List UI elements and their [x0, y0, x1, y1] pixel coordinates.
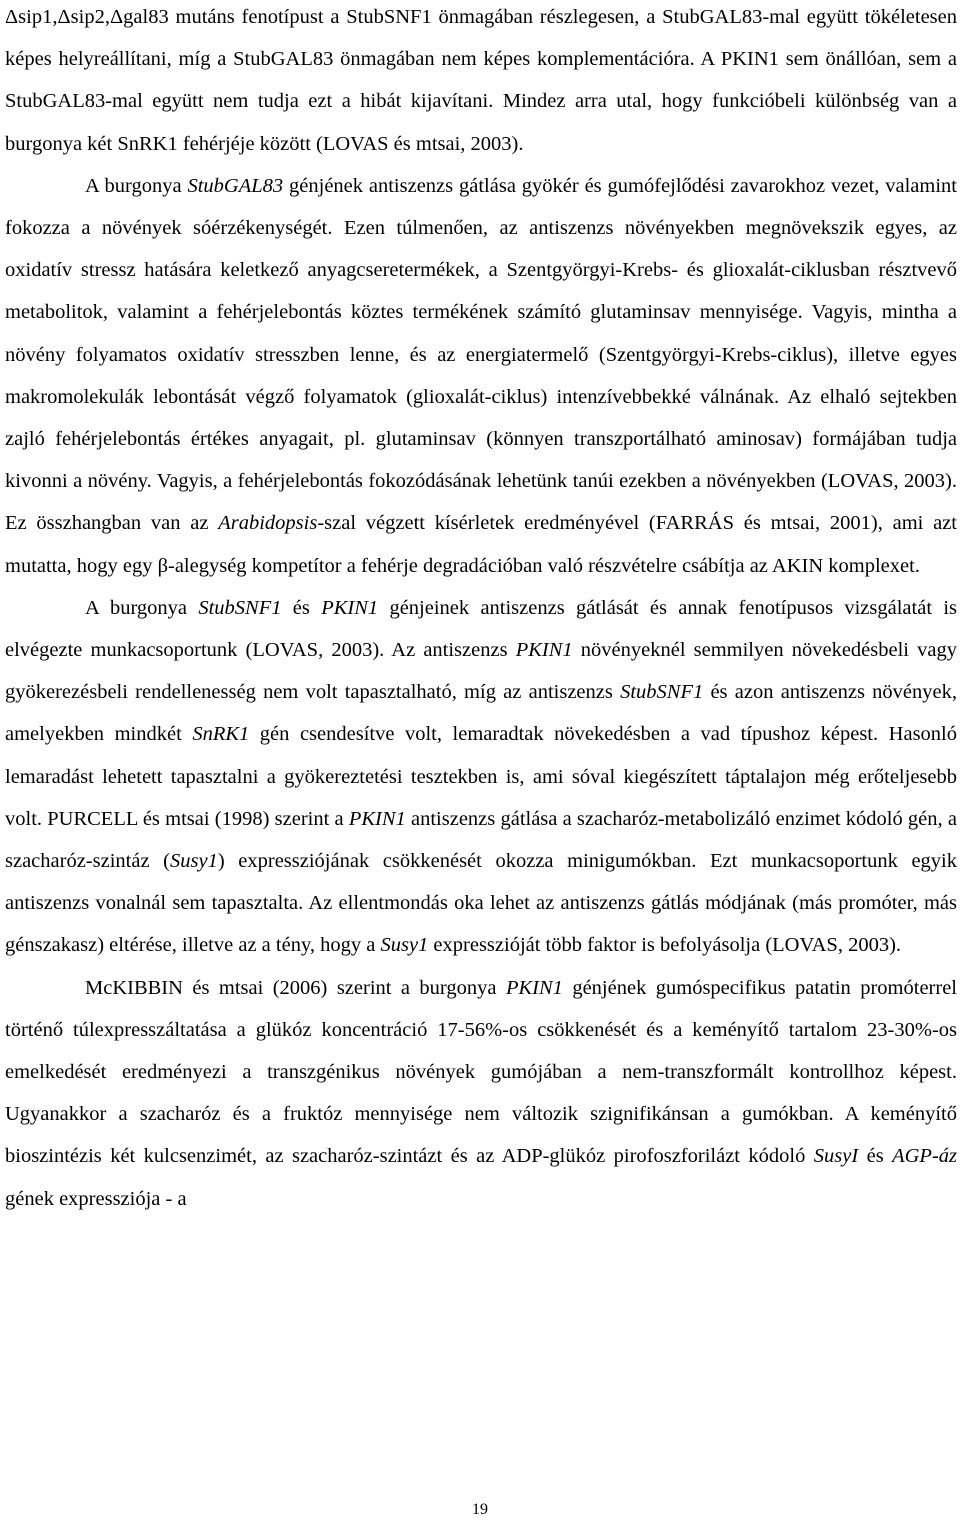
gene-name-snrk1: SnRK1: [192, 723, 250, 746]
gene-name-stubsnf1: StubSNF1: [198, 596, 282, 619]
paragraph-3-run: és azon antiszenzs növények, amelyekben mindkét: [5, 681, 957, 746]
gene-name-pkin1: PKIN1: [505, 976, 563, 999]
paragraph-3-run: gén csendesítve volt, lemaradtak növekedésben a vad típushoz képest. Hasonló lemaradást lehetett tapasztalni a gyökereztetési tesztekben is, ami sóval kiegészített táptalajon még erőteljesebb volt. PURCELL és mtsai (1998) szerint a: [5, 723, 957, 830]
paragraph-3-run: génjeinek antiszenzs gátlását és annak fenotípusos vizsgálatát is elvégezte munkacsoportunk (LOVAS, 2003). Az antiszenzs: [5, 596, 957, 662]
document-page: [5, 0, 957, 1220]
paragraph-4-run: génjének gumóspecifikus patatin promóterrel történő túlexpresszáltatása a glükóz koncentráció 17-56%-os csökkenését és a keményítő tartalom 23-30%-os emelkedését eredményezi a transzgénikus növények gumójában a nem-transzformált kontrollhoz képest. Ugyanakkor a szacharóz és a fruktóz mennyisége nem változik szignifikánsan a gumókban. A keményítő bioszintézis két kulcsenzimét, az szacharóz-szintázt és az ADP-glükóz pirofoszforilázt kódoló: [5, 976, 957, 1168]
paragraph-2-run: A burgonya: [85, 174, 188, 197]
paragraph-3-run: növényeknél semmilyen növekedésbeli vagy gyökerezésbeli rendellenesség nem volt tapasztalható, míg az antiszenzs: [5, 639, 957, 704]
paragraph-3-run: antiszenzs gátlása a szacharóz-metabolizáló enzimet kódoló gén, a szacharóz-szintáz (: [5, 807, 957, 873]
paragraph-4: [5, 967, 957, 1220]
paragraph-4-run: gének expressziója - a: [5, 1187, 187, 1210]
paragraph-2-run: génjének antiszenzs gátlása gyökér és gumófejlődési zavarokhoz vezet, valamint fokozza a növények sóérzékenységét. Ezen túlmenően, az antiszenzs növényekben megnövekszik egyes, az oxidatív stressz hatására keletkező anyagcseretermékek, a Szentgyörgyi-Krebs- és glioxalát-ciklusban résztvevő metabolitok, valamint a fehérjelebontás köztes termékének számító glutaminsav mennyisége. Vagyis, mintha a növény folyamatos oxidatív stresszben lenne, és az energiatermelő (Szentgyörgyi-Krebs-ciklus), illetve egyes makromolekulák lebontását végző folyamatok (glioxalát-ciklus) intenzívebbekké válnának. Az elhaló sejtekben zajló fehérjelebontás értékes anyagait, pl. glutaminsav (könnyen transzportálható aminosav) formájában tudja kivonni a növény. Vagyis, a fehérjelebontás fokozódásának lehetünk tanúi ezekben a növényekben (LOVAS, 2003). Ez összhangban van az: [5, 174, 957, 535]
paragraph-3-run: ) expressziójának csökkenését okozza minigumókban. Ezt munkacsoportunk egyik antiszenzs vonalnál sem tapasztalta. Az ellentmondás oka lehet az antiszenzs gátlás módjának (más promóter, más génszakasz) eltérése, illetve az a tény, hogy a: [5, 850, 957, 957]
gene-name-susy1: Susy1: [380, 934, 429, 957]
paragraph-3-run: A burgonya: [85, 596, 199, 619]
gene-name-pkin1: PKIN1: [321, 596, 379, 619]
paragraph-2: [5, 165, 957, 587]
gene-name-pkin1: PKIN1: [348, 807, 406, 830]
paragraph-3: [5, 587, 957, 967]
gene-name-pkin1: PKIN1: [515, 639, 573, 662]
paragraph-4-run: és: [858, 1145, 893, 1168]
gene-name-stubgal83: StubGAL83: [187, 174, 284, 197]
paragraph-4-run: McKIBBIN és mtsai (2006) szerint a burgonya: [85, 976, 506, 999]
gene-name-susy1: Susy1: [170, 850, 218, 873]
gene-name-susyi: SusyI: [813, 1145, 859, 1168]
page-number: 19: [472, 1501, 488, 1518]
organism-name-arabidopsis: Arabidopsis: [218, 512, 318, 535]
paragraph-3-run: és: [281, 596, 322, 619]
paragraph-2-run: -szal végzett kísérletek eredményével (FARRÁS és mtsai, 2001), ami azt mutatta, hogy egy β-alegység kompetítor a fehérje degradációban való részvételre csábítja az AKIN komplexet.: [5, 512, 957, 577]
paragraph-1-text: Δsip1,Δsip2,Δgal83 mutáns fenotípust a StubSNF1 önmagában részlegesen, a StubGAL83-mal együtt tökéletesen képes helyreállítani, míg a StubGAL83 önmagában nem képes komplementációra. A PKIN1 sem önállóan, sem a StubGAL83-mal együtt nem tudja ezt a hibát kijavítani. Mindez arra utal, hogy funkcióbeli különbség van a burgonya két SnRK1 fehérjéje között (LOVAS és mtsai, 2003).: [5, 6, 957, 155]
paragraph-3-run: expresszióját több faktor is befolyásolja (LOVAS, 2003).: [428, 934, 902, 957]
paragraph-1: [5, 0, 957, 165]
gene-name-stubsnf1: StubSNF1: [620, 681, 704, 704]
gene-name-agp-az: AGP-áz: [892, 1145, 957, 1168]
